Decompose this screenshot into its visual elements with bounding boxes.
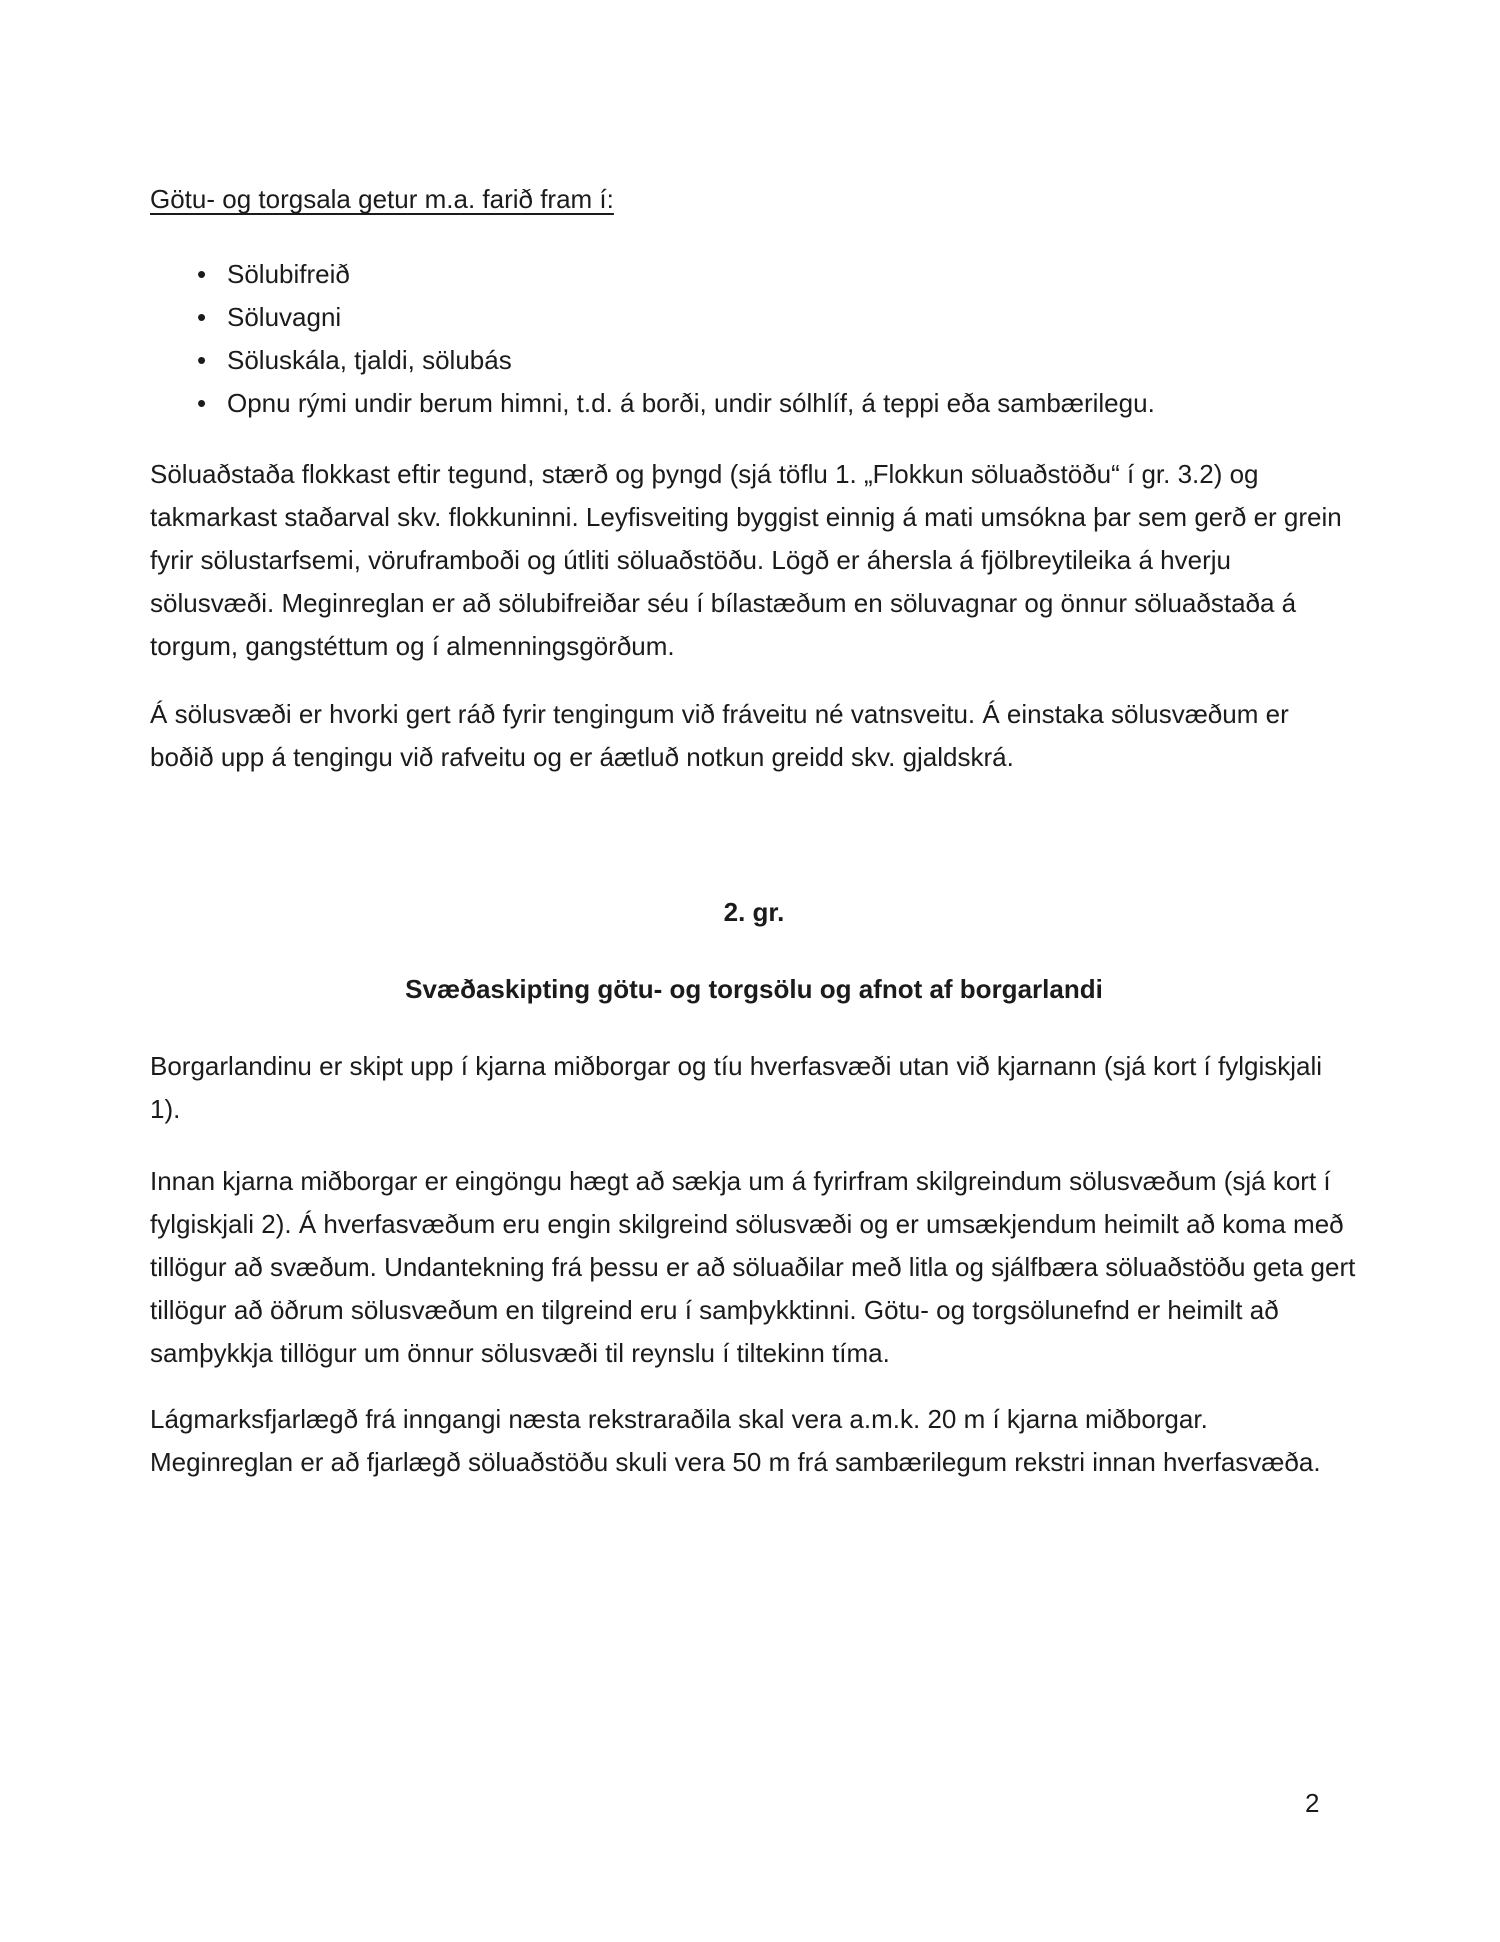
bullet-icon: • xyxy=(197,388,207,418)
document-content xyxy=(0,178,1500,1484)
list-item xyxy=(150,382,1358,425)
paragraph-core-area-rules: Innan kjarna miðborgar er eingöngu hægt að sækja um á fyrirfram skilgreindum sölusvæðum (sjá kort í fylgiskjali 2). Á hverfasvæðum eru engin skilgreind sölusvæði og er umsækjendum heimilt að koma með tillögur að svæðum. Undantekning frá þessu er að söluaðilar með litla og sjálfbæra söluaðstöðu geta gert tillögur að öðrum sölusvæðum en tilgreind eru í samþykktinni. Götu- og torgsölunefnd er heimilt að samþykkja tillögur um önnur sölusvæði til reynslu í tiltekinn tíma. xyxy=(150,1166,1356,1368)
list-item xyxy=(150,296,1358,339)
list-item-text: Söluskála, tjaldi, sölubás xyxy=(227,345,512,375)
bullet-icon: • xyxy=(197,302,207,332)
page-number: 2 xyxy=(1305,1788,1320,1818)
paragraph-city-land-division: Borgarlandinu er skipt upp í kjarna miðborgar og tíu hverfasvæði utan við kjarnann (sjá kort í fylgiskjali 1). xyxy=(150,1051,1323,1124)
list-intro-text: Götu- og torgsala getur m.a. farið fram í: xyxy=(150,184,614,214)
paragraph-utilities: Á sölusvæði er hvorki gert ráð fyrir tengingum við fráveitu né vatnsveitu. Á einstaka sölusvæðum er boðið upp á tengingu við rafveitu og er áætluð notkun greidd skv. gjaldskrá. xyxy=(150,699,1289,772)
list-item xyxy=(150,253,1358,296)
list-item-text: Sölubifreið xyxy=(227,259,350,289)
paragraph-minimum-distance: Lágmarksfjarlægð frá inngangi næsta rekstraraðila skal vera a.m.k. 20 m í kjarna miðborgar. Meginreglan er að fjarlægð söluaðstöðu skuli vera 50 m frá sambærilegum rekstri innan hverfasvæða. xyxy=(150,1404,1321,1477)
section-number-heading: 2. gr. xyxy=(723,897,785,927)
list-item xyxy=(150,339,1358,382)
list-intro-heading xyxy=(150,178,1358,221)
paragraph-classification: Söluaðstaða flokkast eftir tegund, stærð og þyngd (sjá töflu 1. „Flokkun söluaðstöðu“ í gr. 3.2) og takmarkast staðarval skv. flokkuninni. Leyfisveiting byggist einnig á mati umsókna þar sem gerð er grein fyrir sölustarfsemi, vöruframboði og útliti söluaðstöðu. Lögð er áhersla á fjölbreytileika á hverju sölusvæði. Meginreglan er að sölubifreiðar séu í bílastæðum en söluvagnar og önnur söluaðstaða á torgum, gangstéttum og í almenningsgörðum. xyxy=(150,459,1342,661)
list-item-text: Söluvagni xyxy=(227,302,342,332)
bullet-icon: • xyxy=(197,345,207,375)
bullet-list xyxy=(150,253,1358,425)
bullet-icon: • xyxy=(197,259,207,289)
list-item-text: Opnu rými undir berum himni, t.d. á borði, undir sólhlíf, á teppi eða sambærilegu. xyxy=(227,388,1155,418)
section-title-heading: Svæðaskipting götu- og torgsölu og afnot af borgarlandi xyxy=(405,974,1103,1004)
